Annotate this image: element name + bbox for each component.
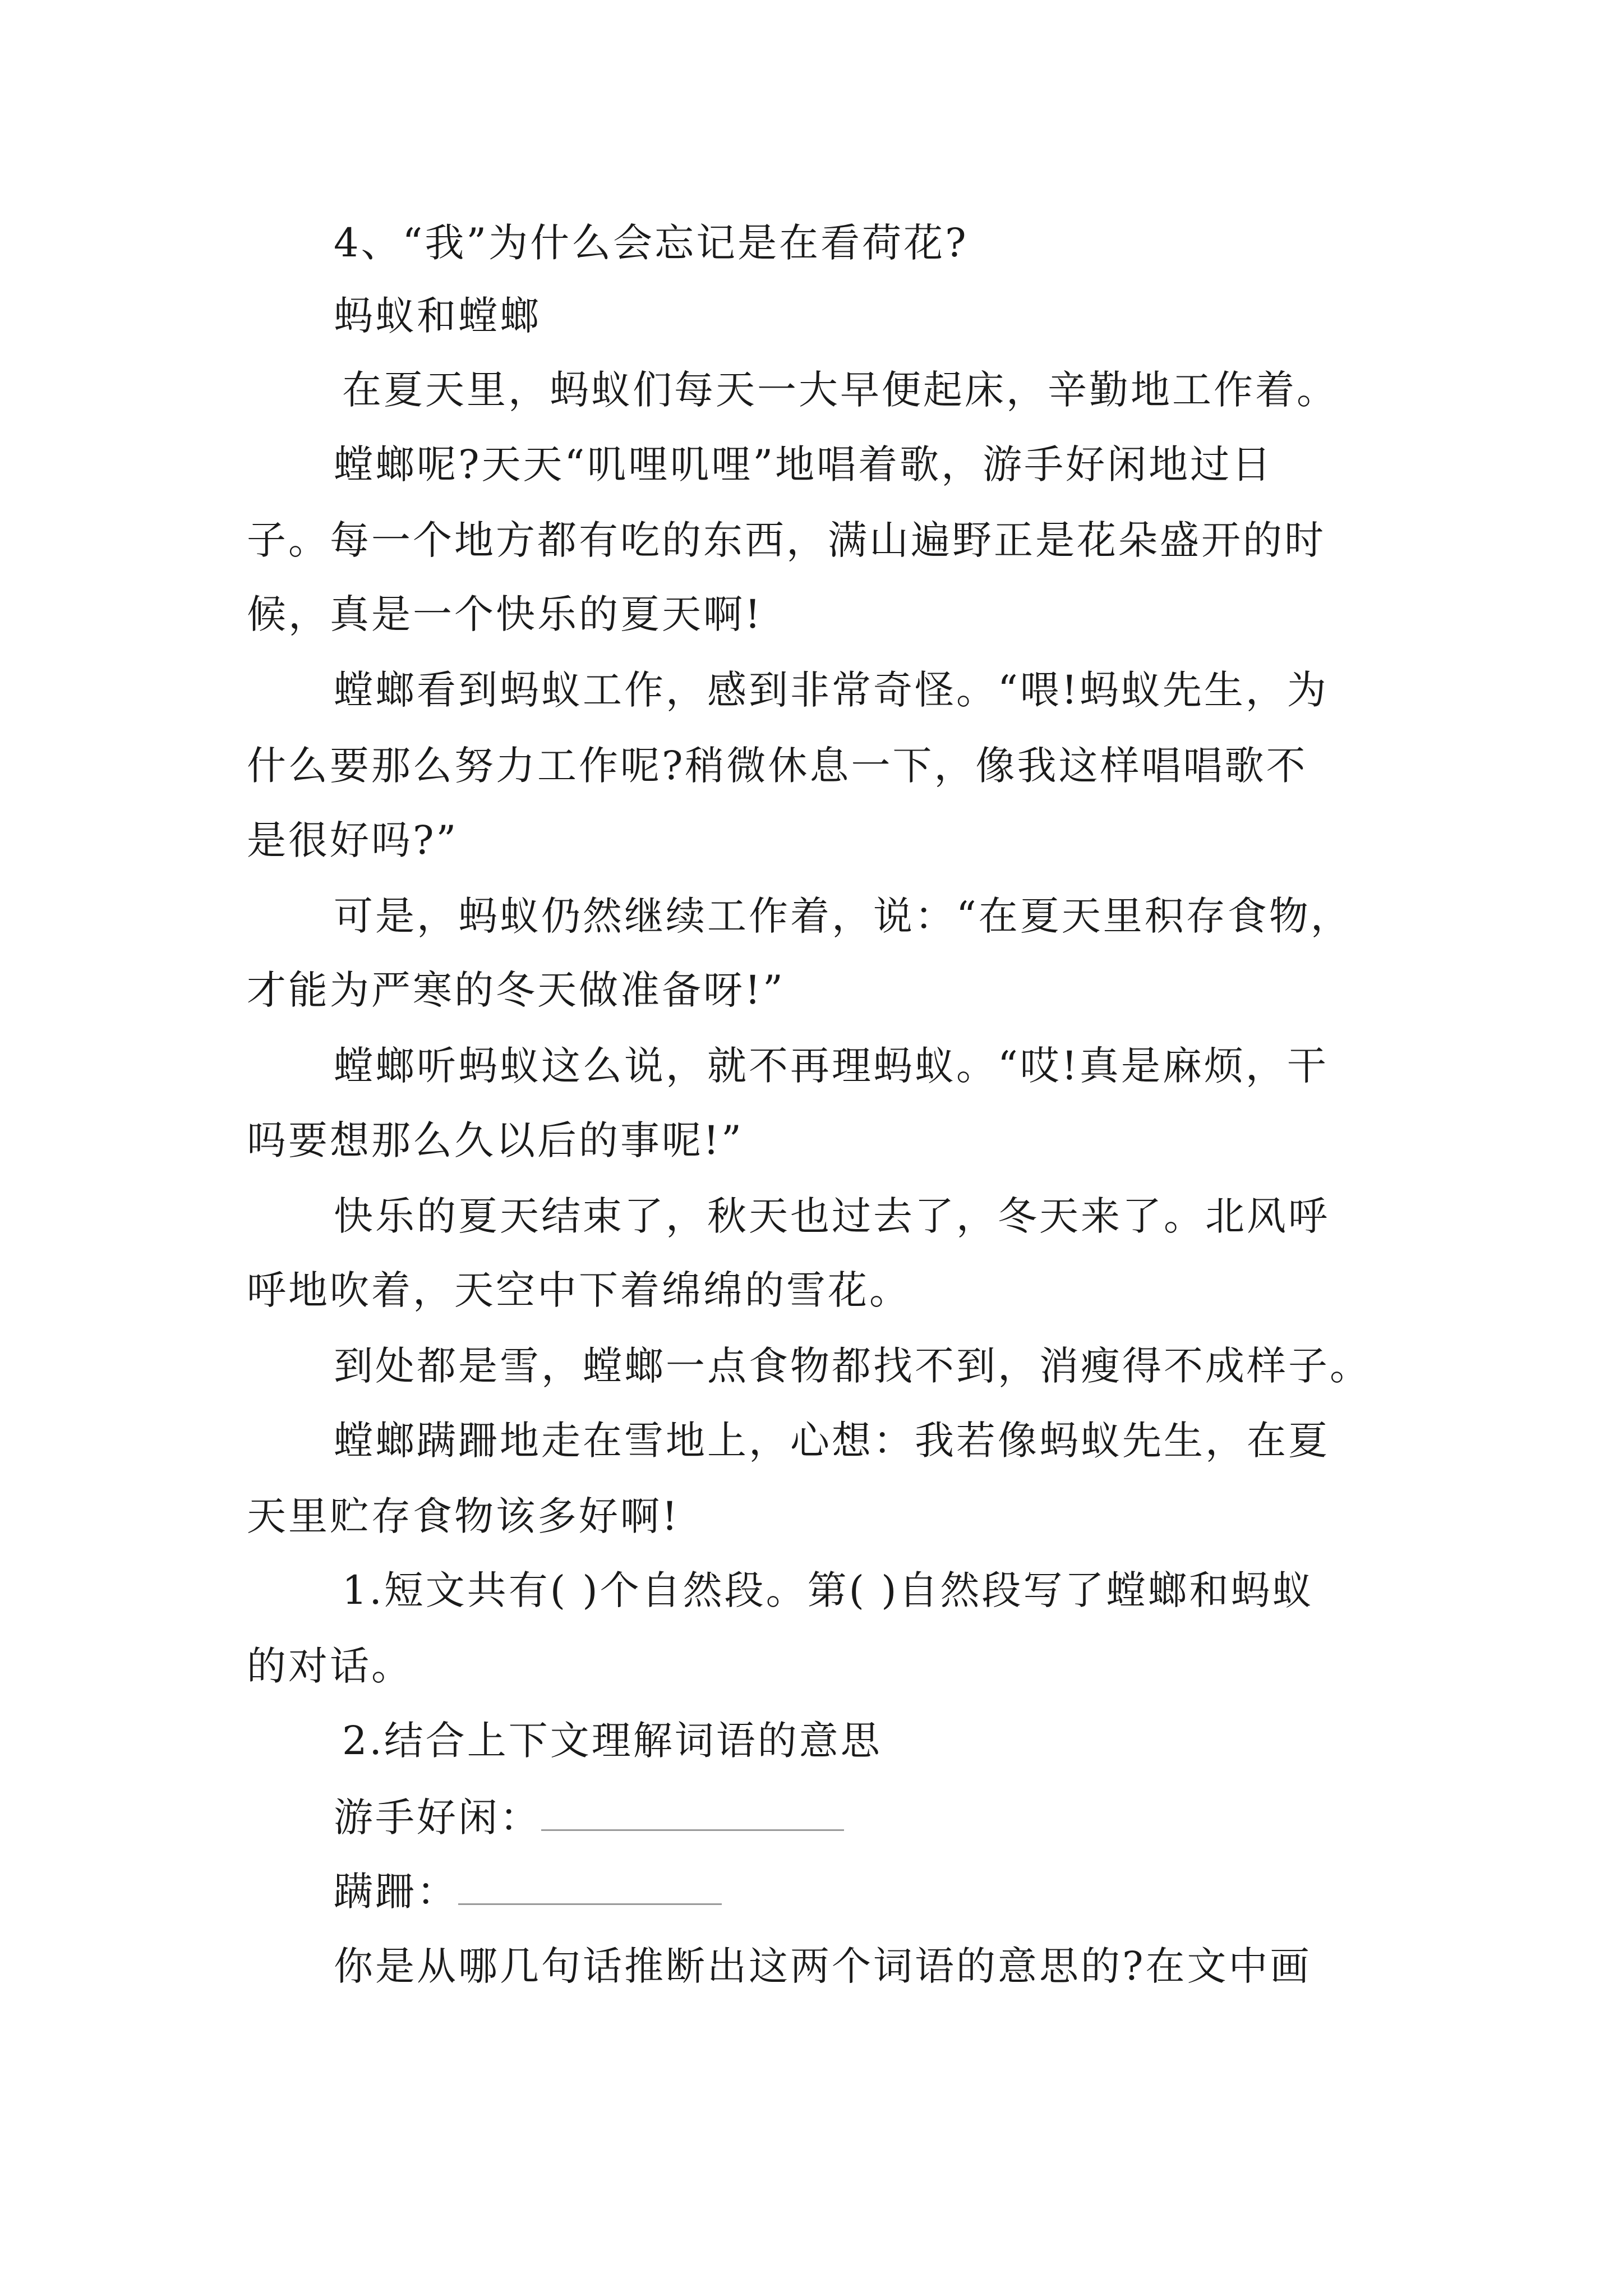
paragraph-8-line-1: 螳螂蹒跚地走在雪地上，心想：我若像蚂蚁先生，在夏 <box>334 1418 1330 1464</box>
paragraph-2-line-2: 子。每一个地方都有吃的东西，满山遍野正是花朵盛开的时 <box>247 517 1326 563</box>
paragraph-3-line-1: 螳螂看到蚂蚁工作，感到非常奇怪。“喂!蚂蚁先生，为 <box>334 667 1329 713</box>
paragraph-6-line-2: 呼地吹着，天空中下着绵绵的雪花。 <box>247 1267 911 1313</box>
term-2-label: 蹒跚： <box>334 1869 458 1915</box>
paragraph-3-line-3: 是很好吗?” <box>247 817 459 863</box>
paragraph-1-line-1: 在夏天里，蚂蚁们每天一大早便起床，辛勤地工作着。 <box>342 367 1338 413</box>
answer-blank-2[interactable] <box>458 1871 722 1905</box>
paragraph-2-line-3: 候，真是一个快乐的夏天啊! <box>247 591 763 637</box>
paragraph-3-line-2: 什么要那么努力工作呢?稍微休息一下，像我这样唱唱歌不 <box>247 743 1308 789</box>
paragraph-8-line-2: 天里贮存食物该多好啊! <box>247 1493 680 1539</box>
paragraph-5-line-2: 吗要想那么久以后的事呢!” <box>247 1117 744 1163</box>
question-2-followup: 你是从哪几句话推断出这两个词语的意思的?在文中画 <box>334 1943 1312 1989</box>
term-1-label: 游手好闲： <box>334 1795 541 1841</box>
paragraph-7-line-1: 到处都是雪，螳螂一点食物都找不到，消瘦得不成样子。 <box>334 1343 1371 1389</box>
paragraph-2-line-1: 螳螂呢?天天“叽哩叽哩”地唱着歌，游手好闲地过日 <box>334 441 1274 487</box>
question-4: 4、“我”为什么会忘记是在看荷花? <box>334 220 969 266</box>
answer-blank-1[interactable] <box>541 1797 844 1831</box>
paragraph-6-line-1: 快乐的夏天结束了，秋天也过去了，冬天来了。北风呼 <box>334 1193 1330 1239</box>
paragraph-5-line-1: 螳螂听蚂蚁这么说，就不再理蚂蚁。“哎!真是麻烦，干 <box>334 1043 1329 1089</box>
paragraph-4-line-2: 才能为严寒的冬天做准备呀!” <box>247 967 785 1013</box>
question-2-term-2 <box>334 1869 722 1915</box>
paragraph-4-line-1: 可是，蚂蚁仍然继续工作着，说：“在夏天里积存食物， <box>334 893 1352 939</box>
question-2-term-1 <box>334 1795 844 1841</box>
story-title: 蚂蚁和螳螂 <box>334 293 541 339</box>
question-2-title: 2.结合上下文理解词语的意思 <box>342 1718 882 1764</box>
question-1-line-2: 的对话。 <box>247 1643 413 1689</box>
question-1-line-1: 1.短文共有( )个自然段。第( )自然段写了螳螂和蚂蚁 <box>342 1567 1314 1613</box>
